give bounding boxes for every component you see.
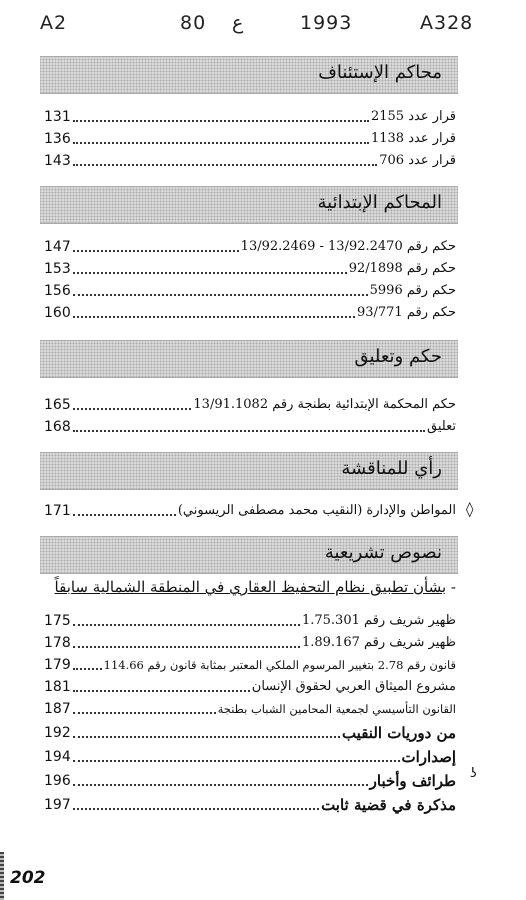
entry-text: ظهير شريف رقم 1.75.301 — [301, 613, 456, 628]
dot-leader — [73, 759, 400, 762]
dot-leader — [73, 667, 102, 670]
section-title: رأي للمناقشة — [341, 458, 442, 479]
handwritten-note: ع — [232, 12, 244, 34]
entry-text: قرار عدد 1138 — [370, 131, 456, 146]
toc-entry[interactable] — [44, 414, 456, 436]
dot-leader — [73, 315, 355, 318]
entry-text: طرائف وأخبار — [369, 772, 456, 790]
dot-leader — [73, 689, 250, 692]
dot-leader — [73, 249, 239, 252]
page-number: 178 — [44, 635, 71, 651]
toc-entry[interactable] — [44, 126, 456, 148]
section-header-opinion — [40, 452, 458, 490]
page-number: 143 — [44, 153, 71, 169]
dot-leader — [73, 407, 192, 410]
toc-entry[interactable] — [44, 674, 456, 696]
toc-entry[interactable] — [44, 104, 456, 126]
toc-entry[interactable] — [44, 148, 456, 170]
entry-text: تعليق — [427, 419, 456, 434]
page-number: 192 — [44, 725, 71, 741]
dot-leader — [73, 293, 368, 296]
entry-text: قانون رقم 2.78 بتغيير المرسوم الملكي المعتبر بمثابة قانون رقم 114.66 — [103, 658, 456, 672]
toc-entry[interactable] — [44, 278, 456, 300]
entry-text: إصدارات — [401, 748, 456, 766]
toc-entry[interactable] — [44, 652, 456, 674]
dot-leader — [73, 623, 300, 626]
page-number: 160 — [44, 305, 71, 321]
dot-leader — [73, 271, 347, 274]
toc-entry[interactable] — [44, 498, 456, 520]
diamond-bullet-icon: ◊ — [466, 500, 474, 518]
entry-text: حكم المحكمة الإبتدائية بطنجة رقم 13/91.1082 — [193, 397, 456, 412]
section-header-first-instance-courts — [40, 186, 458, 224]
dot-leader — [73, 163, 378, 166]
toc-entry[interactable] — [44, 234, 456, 256]
toc-entry[interactable] — [44, 720, 456, 742]
entry-text: مذكرة في قضية ثابت — [321, 796, 456, 814]
page-number: 165 — [44, 397, 71, 413]
section-subheading — [55, 578, 456, 596]
entry-text: حكم رقم 13/92.2470 - 13/92.2469 — [240, 239, 456, 254]
entry-text: قرار عدد 2155 — [370, 109, 456, 124]
handwritten-note: 80 — [180, 12, 207, 34]
dot-leader — [73, 119, 369, 122]
section-header-legislative-texts — [40, 536, 458, 574]
section-title: نصوص تشريعية — [324, 542, 442, 563]
toc-entry[interactable] — [44, 392, 456, 414]
section-title: محاكم الإستئناف — [318, 62, 442, 83]
dot-leader — [73, 735, 340, 738]
page-number: 136 — [44, 131, 71, 147]
dot-leader — [73, 429, 425, 432]
dot-leader — [73, 141, 369, 144]
toc-entry[interactable] — [44, 792, 456, 814]
dot-leader — [73, 711, 216, 714]
entry-text: المواطن والإدارة (النقيب محمد مصطفى الريسوني) — [177, 503, 456, 518]
dot-leader — [73, 783, 368, 786]
entry-text: القانون التأسيسي لجمعية المحامين الشباب بطنجة — [217, 702, 456, 716]
section-title: المحاكم الإبتدائية — [317, 192, 442, 213]
toc-entry[interactable] — [44, 744, 456, 766]
subheading-dash: - — [450, 578, 456, 596]
toc-entry[interactable] — [44, 608, 456, 630]
entry-text: حكم رقم 5996 — [369, 283, 456, 298]
dot-leader — [73, 807, 319, 810]
handwritten-note: A328 — [420, 12, 474, 34]
toc-entry[interactable] — [44, 256, 456, 278]
section-header-judgment-commentary — [40, 340, 458, 378]
entry-text: مشروع الميثاق العربي لحقوق الإنسان — [251, 679, 456, 694]
handwritten-note: 1993 — [300, 12, 353, 34]
section-title: حكم وتعليق — [354, 346, 442, 367]
section-header-appeal-courts — [40, 56, 458, 94]
entry-text: ظهير شريف رقم 1.89.167 — [301, 635, 456, 650]
page-number: 131 — [44, 109, 71, 125]
page-number: 194 — [44, 749, 71, 765]
page-number: 187 — [44, 701, 71, 717]
handwritten-note: A2 — [40, 12, 68, 34]
page-number: 168 — [44, 419, 71, 435]
dot-leader — [73, 645, 300, 648]
toc-entry[interactable] — [44, 696, 456, 718]
toc-entry[interactable] — [44, 630, 456, 652]
entry-text: قرار عدد 706 — [379, 153, 456, 168]
page-number: 175 — [44, 613, 71, 629]
toc-entry[interactable] — [44, 768, 456, 790]
hand-mark-icon: ʖ — [470, 766, 477, 781]
page-number: 197 — [44, 797, 71, 813]
page-number: 171 — [44, 503, 71, 519]
entry-text: من دوريات النقيب — [341, 724, 456, 742]
dot-leader — [73, 513, 176, 516]
page-number: 147 — [44, 239, 71, 255]
toc-entry[interactable] — [44, 300, 456, 322]
page-number: 153 — [44, 261, 71, 277]
page-number: 179 — [44, 657, 71, 673]
margin-bar — [0, 852, 4, 900]
page-number: 196 — [44, 773, 71, 789]
entry-text: حكم رقم 93/771 — [356, 305, 456, 320]
page-number: 156 — [44, 283, 71, 299]
entry-text: حكم رقم 92/1898 — [348, 261, 456, 276]
page-number-footer: 202 — [10, 868, 46, 888]
subheading-text: بشأن تطبيق نظام التحفيظ العقاري في المنطقة الشمالية سابقاً — [54, 578, 447, 596]
page-number: 181 — [44, 679, 71, 695]
